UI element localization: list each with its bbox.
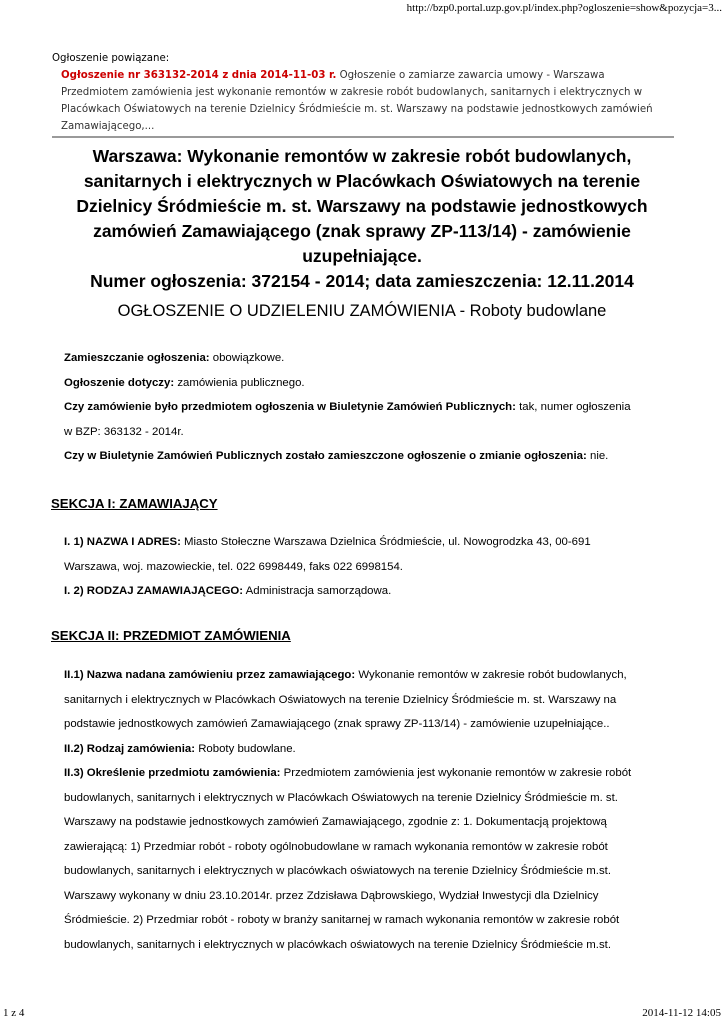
field-value: Śródmieście. 2) Przedmiar robót - roboty w branży sanitarnej w ramach wykonania remontów w zakresie robót — [64, 914, 620, 926]
order-scope-cont — [64, 810, 679, 835]
meta-placement — [64, 346, 679, 371]
order-scope-cont — [64, 884, 679, 909]
related-notice — [52, 50, 674, 138]
field-value: zawierającą: 1) Przedmiar robót - roboty ogólnobudowlane w ramach wykonania remontów w zakresie robót — [64, 840, 608, 853]
field-value: Wykonanie remontów w zakresie robót budowlanych, — [358, 669, 627, 681]
meta-value: nie. — [589, 450, 609, 462]
order-scope-cont — [64, 835, 679, 860]
field-label: I. 1) NAZWA I ADRES: — [64, 536, 181, 548]
meta-label: Ogłoszenie dotyczy: — [64, 376, 175, 389]
order-scope-cont — [64, 908, 679, 933]
order-scope-cont — [64, 786, 679, 811]
meta-label: Zamieszczanie ogłoszenia: — [64, 352, 210, 364]
field-value: Warszawy na podstawie jednostkowych zamówień Zamawiającego, zgodnie z: 1. Dokumentacją projektową — [64, 816, 607, 828]
field-value: Przedmiotem zamówienia jest wykonanie remontów w zakresie robót — [283, 767, 632, 779]
meta-label: Czy zamówienie było przedmiotem ogłoszenia w Biuletynie Zamówień Publicznych: — [64, 401, 516, 413]
meta-value: obowiązkowe. — [212, 352, 285, 364]
related-line: Ogłoszenie o zamiarze zawarcia umowy - Warszawa — [339, 70, 605, 81]
meta-bzp-cont — [64, 420, 679, 445]
buyer-name-cont — [64, 555, 679, 580]
field-value: Roboty budowlane. — [198, 742, 296, 755]
field-label: II.1) Nazwa nadana zamówieniu przez zamawiającego: — [64, 669, 356, 681]
field-value: sanitarnych i elektrycznych w Placówkach Oświatowych na terenie Dzielnicy Śródmieście m. st. Warszawy na — [64, 693, 617, 706]
field-value: Warszawy wykonany w dniu 23.10.2014r. przez Zdzisława Dąbrowskiego, Wydział Inwestycji dla Dzielnicy — [64, 889, 599, 902]
field-value: Warszawa, woj. mazowieckie, tel. 022 6998449, faks 022 6998154. — [64, 560, 403, 573]
buyer-type — [64, 579, 679, 604]
section-1-heading: SEKCJA I: ZAMAWIAJĄCY — [51, 496, 218, 511]
order-scope-cont — [64, 859, 679, 884]
field-value: podstawie jednostkowych zamówień Zamawiającego (znak sprawy ZP-113/14) - zamówienie uzupełniające.. — [64, 718, 610, 730]
title-line: Warszawa: Wykonanie remontów w zakresie robót budowlanych, — [92, 146, 632, 166]
buyer-name — [64, 530, 679, 555]
meta-value: w BZP: 363132 - 2014r. — [64, 425, 184, 438]
meta-value: zamówienia publicznego. — [177, 376, 305, 389]
title-line: zamówień Zamawiającego (znak sprawy ZP-113/14) - zamówienie — [93, 221, 631, 241]
field-value: Miasto Stołeczne Warszawa Dzielnica Śródmieście, ul. Nowogrodzka 43, 00-691 — [184, 536, 591, 548]
notice-subtitle: OGŁOSZENIE O UDZIELENIU ZAMÓWIENIA - Roboty budowlane — [117, 302, 607, 320]
field-label: II.3) Określenie przedmiotu zamówienia: — [64, 767, 281, 779]
title-line: sanitarnych i elektrycznych w Placówkach Oświatowych na terenie — [83, 171, 641, 191]
meta-label: Czy w Biuletynie Zamówień Publicznych zostało zamieszczone ogłoszenie o zmianie ogłoszenia: — [64, 450, 587, 462]
related-line: Zamawiającego,... — [61, 121, 155, 132]
field-value: budowlanych, sanitarnych i elektrycznych w Placówkach Oświatowych na terenie Dzielnicy Śródmieście m. st. — [64, 791, 618, 804]
field-value: Administracja samorządowa. — [245, 585, 392, 597]
field-value: budowlanych, sanitarnych i elektrycznych w placówkach oświatowych na terenie Dzielnicy Śródmieście m.st. — [64, 865, 611, 877]
order-name-cont — [64, 712, 679, 737]
title-line: uzupełniające. — [302, 246, 422, 266]
meta-block — [64, 346, 679, 469]
field-value: budowlanych, sanitarnych i elektrycznych w placówkach oświatowych na terenie Dzielnicy Śródmieście m.st. — [64, 938, 611, 951]
order-scope — [64, 761, 679, 786]
section-2-heading: SEKCJA II: PRZEDMIOT ZAMÓWIENIA — [51, 628, 291, 643]
meta-change — [64, 444, 679, 469]
order-name — [64, 663, 679, 688]
section-1-body — [64, 530, 679, 604]
page-number: 1 z 4 — [3, 1007, 25, 1019]
meta-bzp — [64, 395, 679, 420]
order-name-cont — [64, 688, 679, 713]
related-line: Przedmiotem zamówienia jest wykonanie remontów w zakresie robót budowlanych, sanitarnych i elektrycznych w — [61, 87, 643, 98]
related-heading: Ogłoszenie powiązane: — [52, 53, 170, 64]
field-label: II.2) Rodzaj zamówienia: — [64, 742, 196, 755]
page-title — [62, 144, 662, 294]
section-2-body — [64, 663, 679, 957]
divider — [52, 136, 674, 138]
order-kind — [64, 737, 679, 762]
meta-value: tak, numer ogłoszenia — [519, 401, 631, 413]
related-body — [61, 67, 674, 135]
title-line: Dzielnicy Śródmieście m. st. Warszawy na podstawie jednostkowych — [76, 196, 648, 216]
order-scope-cont — [64, 933, 679, 958]
notice-number: Numer ogłoszenia: 372154 - 2014; data zamieszczenia: 12.11.2014 — [90, 271, 634, 291]
related-line: Placówkach Oświatowych na terenie Dzielnicy Śródmieście m. st. Warszawy na podstawie jednostkowych zamówień — [61, 104, 653, 115]
print-datetime: 2014-11-12 14:05 — [642, 1007, 721, 1019]
print-header-url: http://bzp0.portal.uzp.gov.pl/index.php?ogloszenie=show&pozycja=3... — [406, 2, 722, 14]
related-notice-link[interactable]: Ogłoszenie nr 363132-2014 z dnia 2014-11-03 r. — [61, 70, 337, 81]
meta-concerns — [64, 371, 679, 396]
field-label: I. 2) RODZAJ ZAMAWIAJĄCEGO: — [64, 585, 244, 597]
